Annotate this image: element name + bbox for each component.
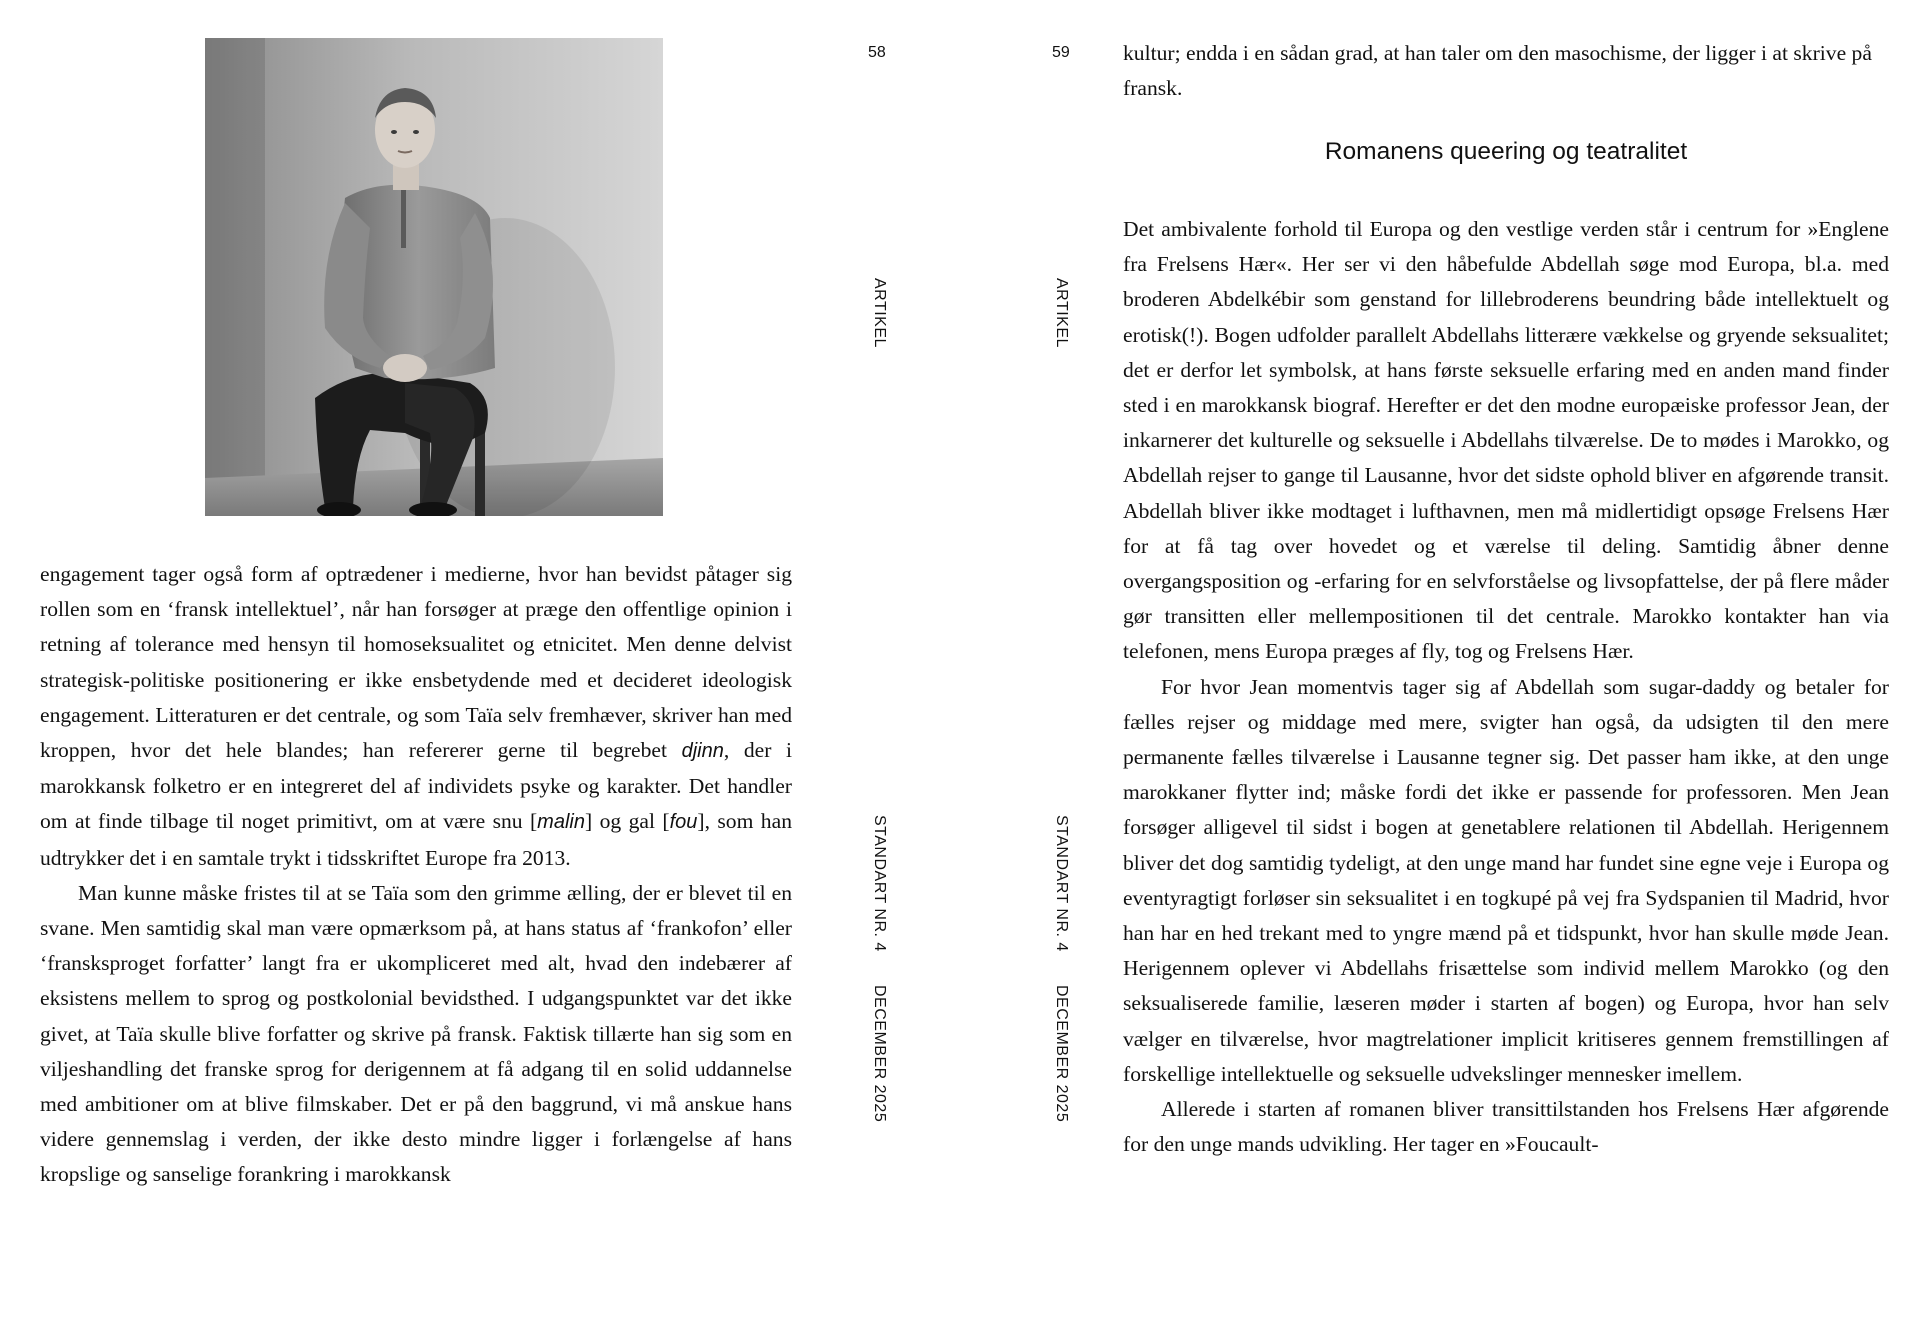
right-section-label: ARTIKEL bbox=[1053, 278, 1070, 348]
term-malin: malin bbox=[537, 811, 585, 834]
author-portrait-photo bbox=[205, 38, 663, 516]
portrait-image bbox=[205, 38, 663, 516]
left-paragraph-2: Man kunne måske fristes til at se Taïa som den grimme ælling, der er blevet til en svane. Men samtidig skal man være opmærksom på, at hans status af ‘frankofon’ eller ‘fransksproget forfatter’ langt fra er ukompliceret med alt, hvad den indebærer af eksistens mellem to sprog og postkolonial bevidsthed. I udgangspunktet var det ikke givet, at Taïa skulle blive forfatter og skrive på fransk. Faktisk tillærte han sig som en viljeshandling det franske sprog for derigennem at få adgang til en solid uddannelse med ambitioner om at blive filmskaber. Det er på den baggrund, vi må anskue hans videre gennemslag i verden, der ikke desto mindre ligger i forlængelse af hans kropslige og sanselige forankring i marokkansk bbox=[40, 880, 792, 1187]
right-paragraph-2: For hvor Jean momentvis tager sig af Abdellah som sugar-daddy og betaler for fælles rejser og middage med mere, svigter han også, da udsigten til den mere permanente fælles tilværelse i Lausanne tegner sig. Det passer ham ikke, at den unge marokkaner flytter ind; måske fordi det ikke er passende for professoren. Men Jean forsøger alligevel til sidst i bogen at genetablere relationen til Abdellah. Herigennem bliver det dog samtidig tydeligt, at den unge mand har fundet sine egne veje i Europa og eventyragtigt forløser sin seksualitet i en togkupé på vej fra Sydspanien til Madrid, hvor han har en hed trekant med to yngre mænd på et tidspunkt, hvor han skulle møde Jean. Herigennem oplever vi Abdellahs frisættelse som individ mellem Marokko (og den seksualiserede familie, læseren møder i starten af bogen) og Europa, hvor han selv vælger en tilværelse, hvor magtrelationer implicit kritiseres gennem fremstillingen af forskellige intellektuelle og seksuelle udvekslinger mennesker imellem. bbox=[1123, 674, 1889, 1086]
left-section-label: ARTIKEL bbox=[871, 278, 888, 348]
right-intro-paragraph: kultur; endda i en sådan grad, at han taler om den masochisme, der ligger i at skrive på fransk. bbox=[1123, 41, 1872, 101]
left-date-label: DECEMBER 2025 bbox=[871, 985, 888, 1123]
section-heading: Romanens queering og teatralitet bbox=[1324, 138, 1688, 165]
right-page-body bbox=[1123, 212, 1889, 1162]
term-djinn: djinn bbox=[681, 740, 724, 763]
left-issue-label: STANDART NR. 4 bbox=[871, 815, 888, 952]
right-paragraph-3: Allerede i starten af romanen bliver transittilstanden hos Frelsens Hær afgørende for den unge mands udvikling. Her tager en »Foucault- bbox=[1123, 1097, 1889, 1157]
left-page-number: 58 bbox=[868, 44, 886, 61]
right-date-label: DECEMBER 2025 bbox=[1053, 985, 1070, 1123]
right-paragraph-1: Det ambivalente forhold til Europa og den vestlige verden står i centrum for »Englene fra Frelsens Hær«. Her ser vi den håbefulde Abdellah søge mod Europa, bl.a. med broderen Abdelkébir som genstand for lillebroderens beundring både intellektuelt og erotisk(!). Bogen udfolder parallelt Abdellahs litterære vækkelse og gryende seksualitet; det er derfor let symbolsk, at hans første seksuelle erfaring med en anden mand finder sted i en marokkansk biograf. Herefter er det den modne europæiske professor Jean, der inkarnerer det kulturelle og seksuelle i Abdellahs tilværelse. De to mødes i Marokko, og Abdellah rejser to gange til Lausanne, hvor det sidste ophold bliver en afgørende transit. Abdellah bliver ikke modtaget i lufthavnen, men må midlertidigt opsøge Frelsens Hær for at få tag over hovedet og et værelse til deling. Samtidig åbner denne overgangsposition og -erfaring for en selvforståelse og livsopfattelse, der på flere måder gør transitten eller mellempositionen til det centrale. Marokko kontakter han via telefonen, mens Europa præges af fly, tog og Frelsens Hær. bbox=[1123, 217, 1889, 664]
left-paragraph-1: engagement tager også form af optrædener i medierne, hvor han bevidst påtager sig rollen som en ‘fransk intellektuel’, når han forsøger at præge den offentlige opinion i retning af tolerance med hensyn til homoseksualitet og etnicitet. Men denne delvist strategisk-politiske positionering er ikke ensbetydende med et decideret ideologisk engagement. Litteraturen er det centrale, og som Taïa selv fremhæver, skriver han med kroppen, hvor det hele blandes; han refererer gerne til begrebet djinn, der i marokkansk folketro er en integreret del af individets psyke og karakter. Det handler om at finde tilbage til noget primitivt, om at være snu [malin] og gal [fou], som han udtrykker det i en samtale trykt i tidsskriftet Europe fra 2013. bbox=[40, 562, 792, 870]
left-page-body bbox=[40, 557, 792, 1193]
term-fou: fou bbox=[669, 811, 698, 834]
right-issue-label: STANDART NR. 4 bbox=[1053, 815, 1070, 952]
right-page-intro bbox=[1123, 36, 1889, 106]
right-page-number: 59 bbox=[1052, 44, 1070, 61]
